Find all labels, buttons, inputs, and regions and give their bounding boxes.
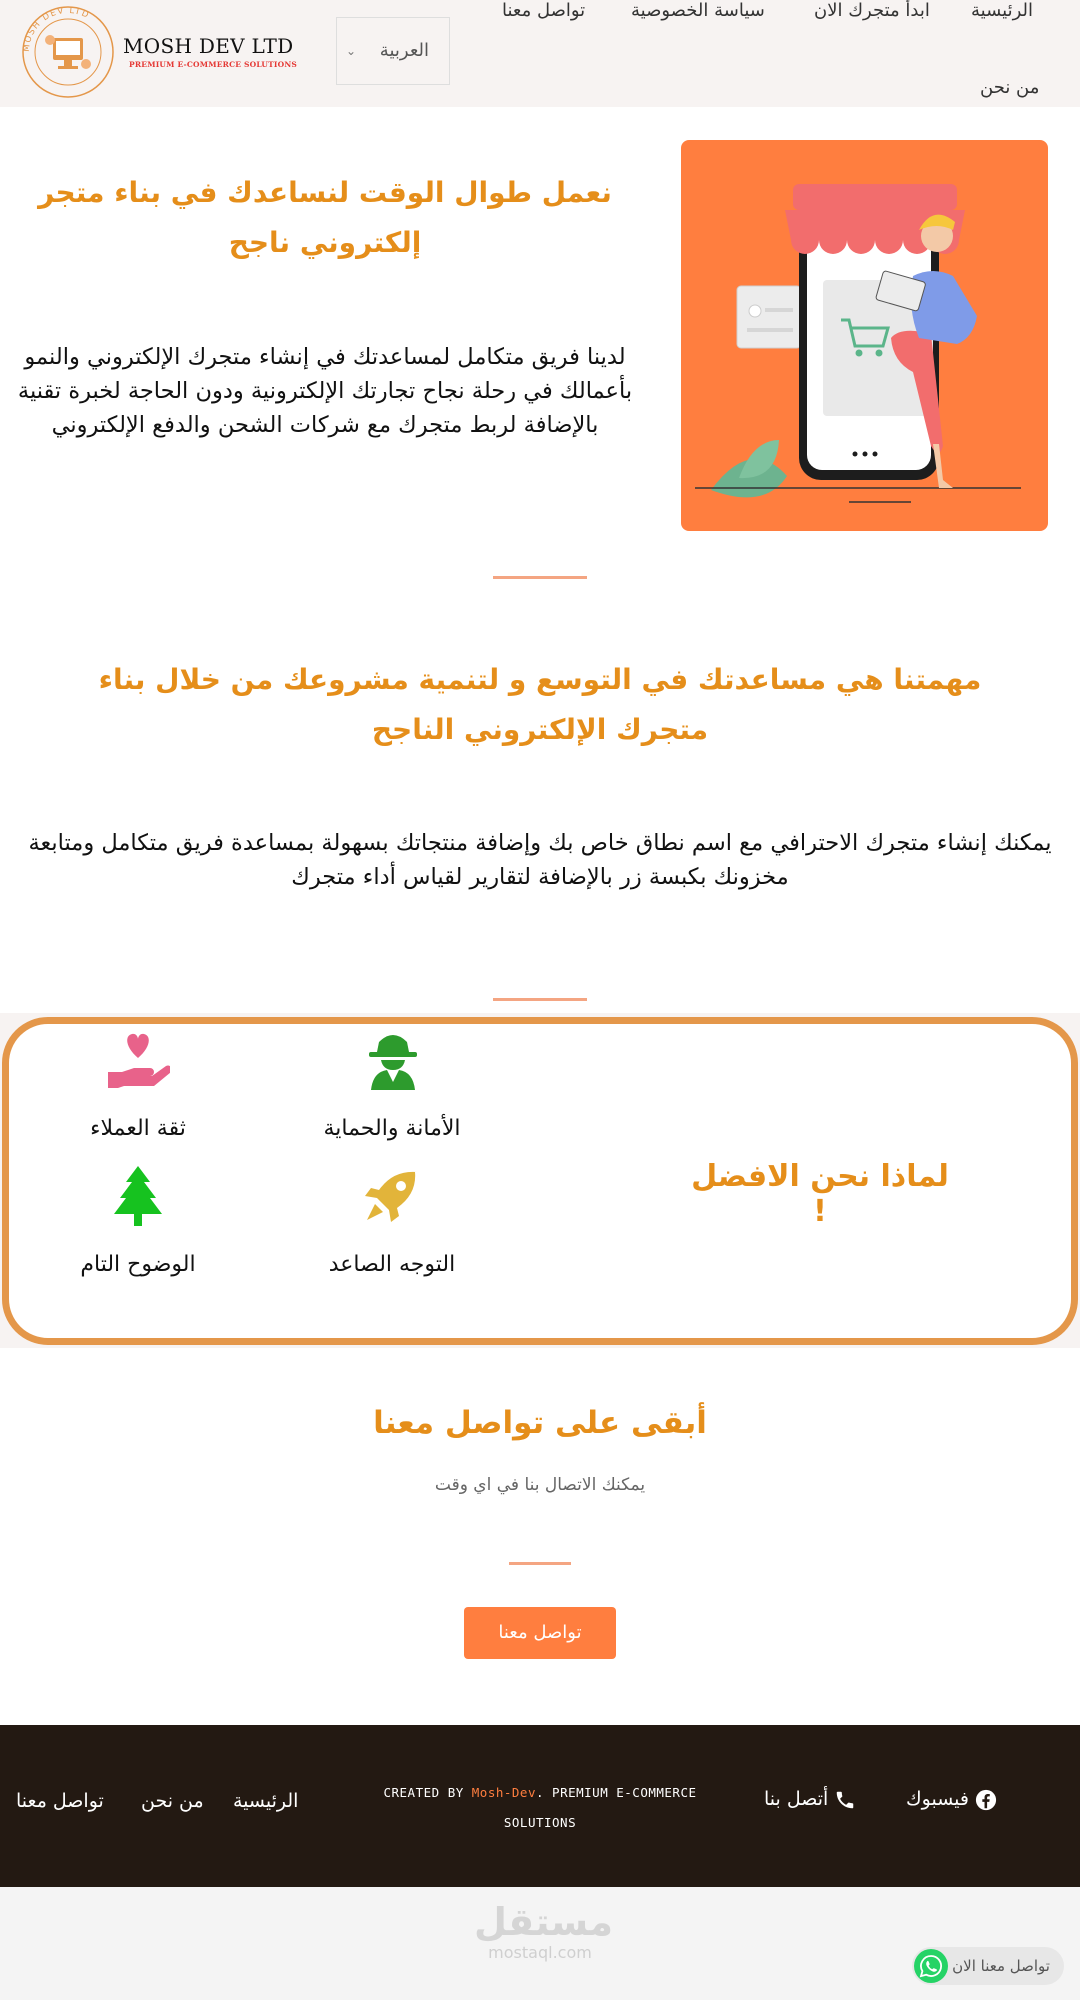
brand-tagline: PREMIUM E-COMMERCE SOLUTIONS	[129, 60, 298, 69]
credit-prefix: CREATED BY	[383, 1785, 472, 1800]
site-header	[0, 0, 1080, 107]
company-logo[interactable]	[20, 4, 116, 100]
hero-description: لدينا فريق متكامل لمساعدتك في إنشاء متجرك الإلكتروني والنمو بأعمالك في رحلة نجاح تجارتك الإلكترونية ودون الحاجة لخبرة تقنية بالإضافة لربط متجرك مع شركات الشحن والدفع الإلكتروني	[17, 344, 633, 438]
mostaql-watermark	[474, 1900, 613, 1962]
call-us-link[interactable]	[764, 1788, 856, 1811]
nav-contact[interactable]: تواصل معنا	[502, 0, 586, 21]
brand-name: MOSH DEV LTD	[123, 34, 294, 58]
footer-link-home[interactable]: الرئيسية	[233, 1790, 299, 1812]
nav-privacy[interactable]: سياسة الخصوصية	[631, 0, 765, 21]
feature-label: الأمانة والحماية	[323, 1116, 461, 1141]
contact-button[interactable]: تواصل معنا	[464, 1607, 616, 1659]
svg-text:MOSH DEV LTD: MOSH DEV LTD	[21, 5, 92, 53]
section-divider	[493, 998, 587, 1001]
spy-icon	[361, 1028, 425, 1092]
contact-title: أبقى على تواصل معنا	[373, 1405, 707, 1441]
feature-label: ثقة العملاء	[90, 1116, 186, 1141]
phone-icon	[834, 1789, 856, 1811]
mission-description: يمكنك إنشاء متجرك الاحترافي مع اسم نطاق خاص بك وإضافة منتجاتك بسهولة بمساعدة فريق متكامل ومتابعة مخزونك بكبسة زر بالإضافة لتقارير لقياس أداء متجرك	[28, 830, 1052, 890]
watermark-arabic: مستقل	[474, 1900, 613, 1944]
nav-about[interactable]: من نحن	[980, 77, 1040, 98]
facebook-link[interactable]	[906, 1788, 997, 1811]
online-store-illustration	[681, 140, 1048, 531]
feature-label: التوجه الصاعد	[328, 1252, 456, 1277]
nav-start-store[interactable]: ابدأ متجرك الان	[814, 0, 930, 21]
brand[interactable]	[123, 34, 297, 69]
credit-link[interactable]: Mosh-Dev	[471, 1785, 536, 1800]
feature-label: الوضوح التام	[80, 1252, 196, 1277]
language-select-value: العربية	[379, 40, 429, 61]
credit-suffix: . PREMIUM E-COMMERCE SOLUTIONS	[503, 1785, 697, 1830]
chevron-down-icon: ⌄	[346, 44, 357, 58]
whatsapp-label: تواصل معنا الان	[952, 1957, 1050, 1975]
call-us-label: أتصل بنا	[764, 1788, 829, 1810]
mission-title: مهمتنا هي مساعدتك في التوسع و لتنمية مشروعك من خلال بناء متجرك الإلكتروني الناجح	[98, 663, 982, 746]
watermark-latin: mostaql.com	[488, 1943, 592, 1962]
section-divider	[509, 1562, 571, 1565]
footer-link-about[interactable]: من نحن	[141, 1790, 204, 1812]
heart-hand-icon	[106, 1028, 170, 1092]
hero-illustration	[681, 140, 1048, 531]
rocket-icon	[361, 1164, 425, 1228]
why-us-title: لماذا نحن الافضل !	[691, 1159, 949, 1229]
contact-subtitle: يمكنك الاتصال بنا في اي وقت	[434, 1475, 646, 1495]
footer-credit	[368, 1778, 712, 1838]
whatsapp-chat-button[interactable]	[912, 1947, 1064, 1985]
tree-icon	[106, 1164, 170, 1228]
language-select[interactable]	[336, 17, 450, 85]
section-divider	[493, 576, 587, 579]
whatsapp-icon	[912, 1947, 950, 1985]
footer-link-contact[interactable]: تواصل معنا	[16, 1790, 104, 1812]
facebook-icon	[975, 1789, 997, 1811]
nav-home[interactable]: الرئيسية	[971, 0, 1033, 21]
hero-title: نعمل طوال الوقت لنساعدك في بناء متجر إلكتروني ناجح	[38, 176, 612, 259]
facebook-label: فيسبوك	[906, 1788, 969, 1810]
